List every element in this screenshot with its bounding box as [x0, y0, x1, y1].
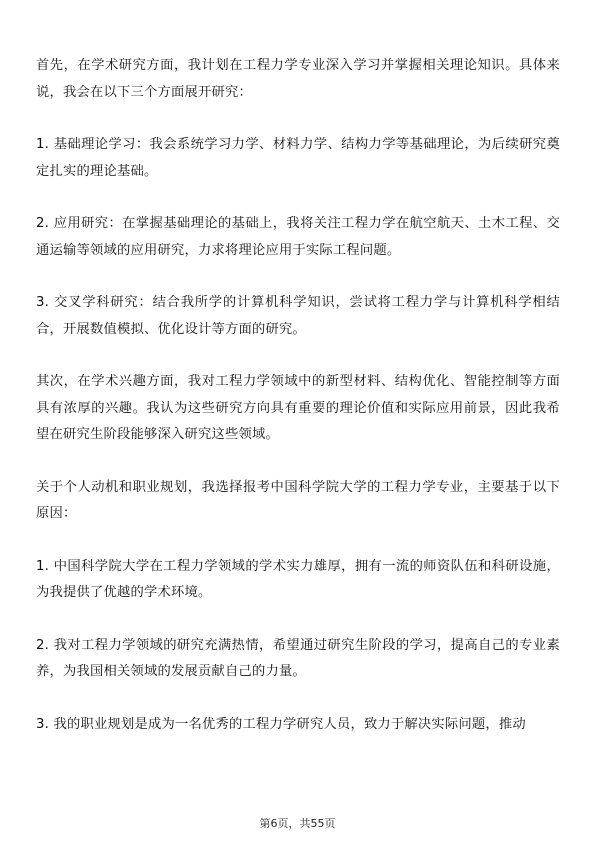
page-number: 第6页，共55页 [259, 817, 336, 830]
paragraph-academic-interest: 其次，在学术兴趣方面，我对工程力学领域中的新型材料、结构优化、智能控制等方面具有浓厚的兴趣。我认为这些研究方向具有重要的理论价值和实际应用前景，因此我希望在研究生阶段能够深入研究这些领域。 [36, 374, 560, 442]
paragraph-research-plan-intro: 首先，在学术研究方面，我计划在工程力学专业深入学习并掌握相关理论知识。具体来说，我会在以下三个方面展开研究： [36, 58, 560, 100]
paragraph-reason-3: 3. 我的职业规划是成为一名优秀的工程力学研究人员，致力于解决实际问题，推动 [36, 716, 526, 732]
paragraph-reason-2: 2. 我对工程力学领域的研究充满热情，希望通过研究生阶段的学习，提高自己的专业素养，为我国相关领域的发展贡献自己的力量。 [36, 637, 560, 679]
paragraph-applied-research: 2. 应用研究：在掌握基础理论的基础上，我将关注工程力学在航空航天、土木工程、交通运输等领域的应用研究，力求将理论应用于实际工程问题。 [36, 216, 560, 258]
paragraph-interdisciplinary: 3. 交叉学科研究：结合我所学的计算机科学知识，尝试将工程力学与计算机科学相结合，开展数值模拟、优化设计等方面的研究。 [36, 295, 560, 337]
document-body [36, 53, 560, 764]
paragraph-basic-theory: 1. 基础理论学习：我会系统学习力学、材料力学、结构力学等基础理论，为后续研究奠定扎实的理论基础。 [36, 137, 560, 179]
paragraph-reason-1: 1. 中国科学院大学在工程力学领域的学术实力雄厚，拥有一流的师资队伍和科研设施，为我提供了优越的学术环境。 [36, 558, 560, 600]
paragraph-motivation-intro: 关于个人动机和职业规划，我选择报考中国科学院大学的工程力学专业，主要基于以下原因： [36, 479, 560, 521]
